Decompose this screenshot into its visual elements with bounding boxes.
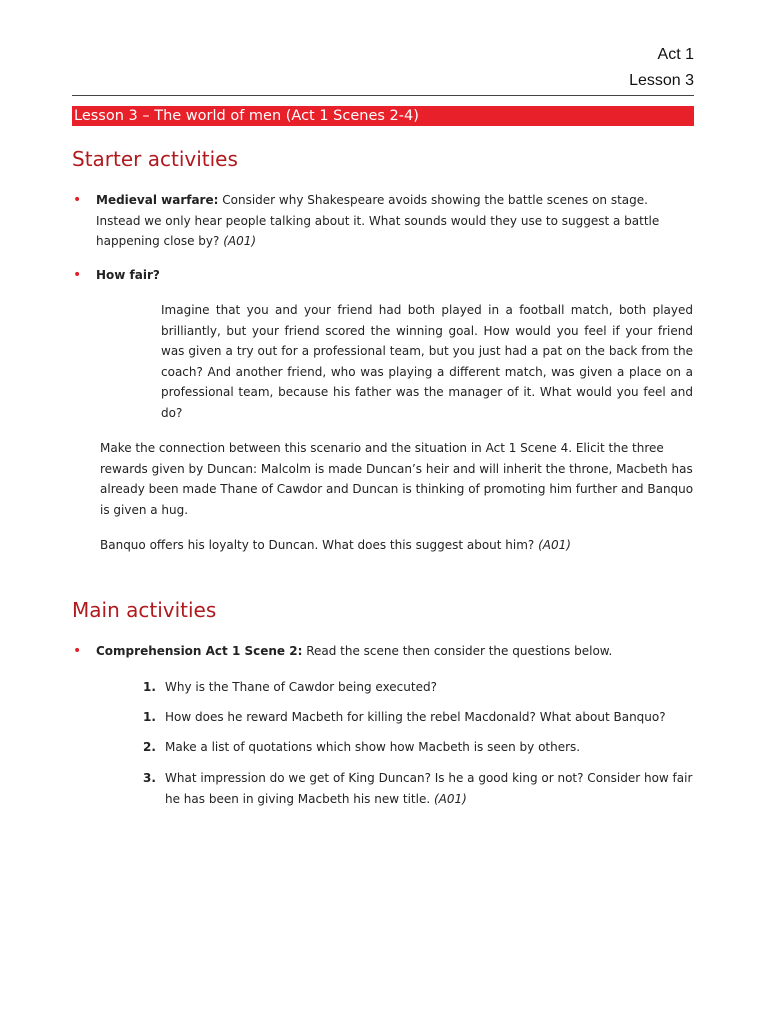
banquo-paragraph xyxy=(100,535,696,556)
item-text: Read the scene then consider the questions below. xyxy=(302,644,613,658)
question-text xyxy=(165,768,697,809)
bullet-icon: • xyxy=(73,267,82,283)
scenario-paragraph: Imagine that you and your friend had both played in a football match, both played brilliantly, but your friend scored the winning goal. How would you feel if your friend was given a try out for a professional team, but you just had a pat on the back from the coach? And another friend, who was playing a different match, was given a place on a professional team, because his father was the manager of it. What would you feel and do? xyxy=(161,303,693,420)
question-number: 1. xyxy=(143,680,156,694)
header-divider xyxy=(72,95,694,96)
starter-item-how-fair: How fair? xyxy=(96,268,160,282)
assessment-tag: (A01) xyxy=(538,538,571,552)
starter-item-medieval-warfare xyxy=(96,190,696,252)
item-text: Consider why Shakespeare avoids showing the battle scenes on stage. Instead we only hear people talking about it. What sounds would they use to suggest a battle happening close by? xyxy=(96,193,660,248)
question-number: 3. xyxy=(143,771,156,785)
main-item-comprehension xyxy=(96,641,696,662)
banquo-text: Banquo offers his loyalty to Duncan. What does this suggest about him? xyxy=(100,538,539,552)
assessment-tag: (A01) xyxy=(223,234,257,248)
item-label: Comprehension Act 1 Scene 2: xyxy=(96,644,303,658)
bullet-icon: • xyxy=(73,192,82,208)
header-lesson: Lesson 3 xyxy=(629,72,694,89)
bullet-icon: • xyxy=(73,643,82,659)
header-act: Act 1 xyxy=(657,46,694,63)
starter-activities-heading: Starter activities xyxy=(72,147,238,171)
lesson-title-banner: Lesson 3 – The world of men (Act 1 Scenes 2-4) xyxy=(72,106,694,126)
main-activities-heading: Main activities xyxy=(72,598,217,622)
question-body: What impression do we get of King Duncan? Is he a good king or not? Consider how fair he has been in giving Macbeth his new title. xyxy=(165,771,693,806)
question-number: 2. xyxy=(143,740,156,754)
connection-paragraph: Make the connection between this scenario and the situation in Act 1 Scene 4. Elicit the three rewards given by Duncan: Malcolm is made Duncan’s heir and will inherit the throne, Macbeth has already been made Thane of Cawdor and Duncan is thinking of promoting him further and Banquo is given a hug. xyxy=(100,441,694,517)
question-number: 1. xyxy=(143,710,156,724)
question-text: How does he reward Macbeth for killing the rebel Macdonald? What about Banquo? xyxy=(165,710,666,724)
assessment-tag: (A01) xyxy=(433,791,467,806)
item-label: Medieval warfare: xyxy=(96,193,219,207)
question-text: Why is the Thane of Cawdor being executed? xyxy=(165,680,437,694)
question-text: Make a list of quotations which show how Macbeth is seen by others. xyxy=(165,740,581,754)
page-header xyxy=(629,42,694,94)
